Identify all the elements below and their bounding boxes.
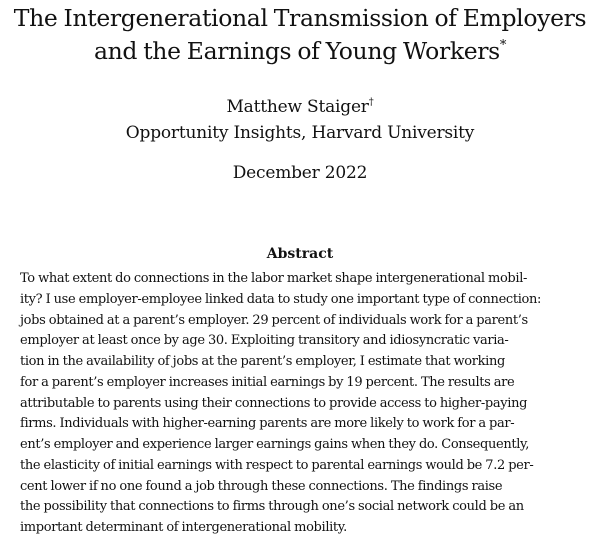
title-line-2 — [0, 35, 600, 68]
abstract-line: To what extent do connections in the labor market shape intergenerational mobil- — [20, 271, 528, 286]
abstract-line: employer at least once by age 30. Exploiting transitory and idiosyncratic varia- — [20, 333, 509, 349]
abstract-line: for a parent’s employer increases initial earnings by 19 percent. The results are — [20, 374, 515, 390]
title-footnote-mark[interactable]: * — [499, 38, 507, 53]
publication-date: December 2022 — [232, 163, 368, 183]
paper-title — [0, 2, 600, 68]
abstract-line: important determinant of intergenerational mobility. — [20, 520, 347, 535]
title-line-1: The Intergenerational Transmission of Employers — [13, 4, 587, 32]
abstract-line: ent’s employer and experience larger earnings gains when they do. Consequently, — [20, 437, 530, 452]
abstract-line: the elasticity of initial earnings with respect to parental earnings would be 7.2 per- — [20, 457, 534, 473]
author-footnote-mark[interactable]: † — [368, 97, 374, 108]
abstract-line: jobs obtained at a parent’s employer. 29 percent of individuals work for a parent’s — [20, 312, 528, 328]
abstract-line: tion in the availability of jobs at the parent’s employer, I estimate that working — [20, 354, 505, 369]
author-name-line — [0, 94, 600, 120]
abstract-line: firms. Individuals with higher-earning parents are more likely to work for a par- — [20, 416, 515, 432]
abstract-line: cent lower if no one found a job through these connections. The findings raise — [20, 478, 503, 494]
author-block — [0, 94, 600, 146]
abstract-heading: Abstract — [266, 246, 334, 262]
abstract-line: ity? I use employer-employee linked data to study one important type of connection: — [20, 291, 542, 307]
abstract-line: attributable to parents using their connections to provide access to higher-paying — [20, 395, 528, 411]
abstract-line: the possibility that connections to firms through one’s social network could be an — [20, 499, 524, 515]
title-line-2-text: and the Earnings of Young Workers — [93, 37, 500, 65]
author-affiliation: Opportunity Insights, Harvard University — [125, 123, 475, 143]
author-name: Matthew Staiger — [226, 97, 369, 117]
abstract-body — [20, 269, 584, 539]
